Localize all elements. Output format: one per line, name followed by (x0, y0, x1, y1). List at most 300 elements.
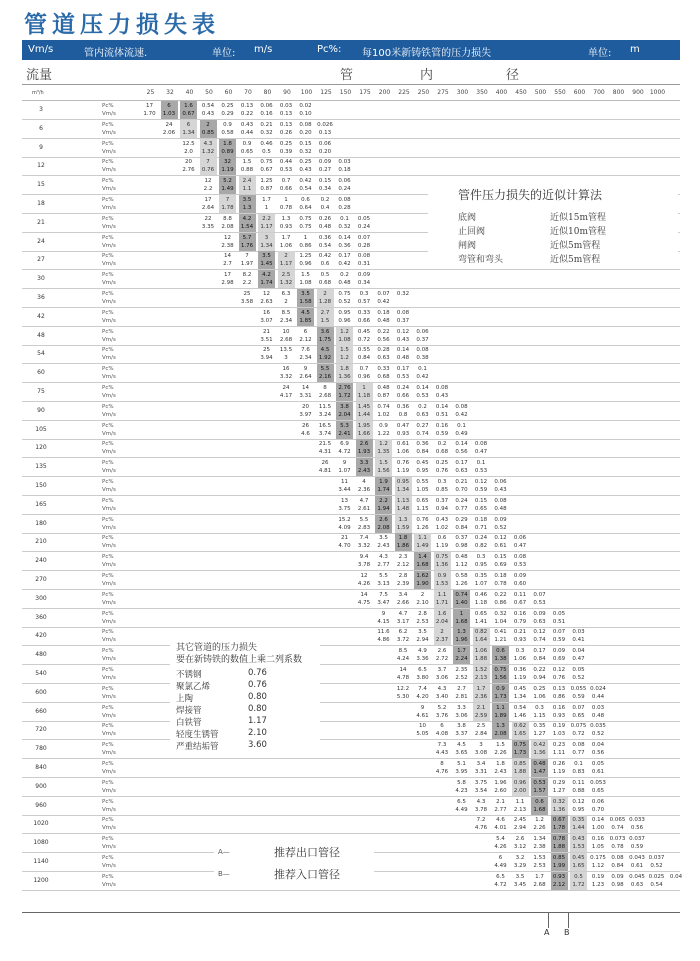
vm-value: 0.52 (591, 731, 605, 738)
pc-value: 2.35 (455, 667, 468, 673)
pc-value: 2 (420, 591, 425, 598)
vm-value: 1.1 (242, 186, 252, 193)
pc-value: 0.25 (221, 103, 234, 109)
flow-value: 600 (35, 688, 47, 696)
pc-value: 0.09 (357, 272, 371, 279)
table-cell (629, 834, 646, 852)
pc-label: Pc% (102, 103, 114, 109)
diameter-label: 700 (593, 89, 605, 96)
table-cell (414, 571, 431, 589)
table-cell (492, 665, 509, 683)
table-cell (356, 571, 373, 589)
table-cell (570, 740, 587, 758)
table-cell (551, 684, 568, 702)
row-labels (102, 252, 116, 268)
table-cell (375, 590, 392, 608)
table-cell (551, 721, 568, 739)
fitting-value: 近似5m管程 (550, 255, 601, 265)
row-labels (102, 215, 116, 231)
table-cell (531, 646, 548, 664)
pc-value: 1.2 (535, 817, 544, 824)
table-cell (590, 740, 607, 758)
vm-value: 3.36 (416, 656, 429, 663)
table-cell (473, 496, 490, 514)
vm-value: 3.37 (455, 731, 468, 738)
vm-label: Vm/s (102, 769, 116, 775)
pc-value: 1.34 (533, 836, 546, 843)
table-cell (297, 402, 314, 420)
pc-value: 3.3 (457, 704, 466, 711)
vm-value: 0.43 (201, 111, 215, 117)
table-cell (200, 195, 217, 213)
pc-label: Pc% (102, 272, 114, 279)
table-cell (512, 665, 529, 683)
table-cell (356, 289, 373, 307)
flow-value: 1080 (33, 839, 49, 847)
vm-value: 1.74 (377, 487, 390, 493)
vm-value: 1.19 (221, 167, 234, 174)
table-cell (278, 157, 295, 175)
table-cell (434, 496, 451, 514)
table-row (22, 477, 680, 496)
pc-value: 0.13 (240, 103, 254, 109)
vm-value: 2.13 (513, 806, 527, 813)
vm-value: 1.70 (143, 111, 156, 117)
vm-value: 0.75 (299, 223, 312, 230)
pc-value: 0.15 (494, 554, 507, 561)
flow-value: 105 (35, 425, 47, 433)
table-cell (512, 571, 529, 589)
vm-value: 0.84 (455, 524, 468, 531)
table-row (22, 157, 680, 176)
table-cell (512, 740, 529, 758)
pc-value: 2 (323, 291, 327, 297)
pc-value: 0.75 (260, 159, 273, 166)
unit-label-1: 单位: (212, 48, 236, 59)
vm-value: 1.36 (435, 562, 449, 569)
pc-value: 0.25 (435, 460, 449, 467)
table-cell (395, 609, 412, 627)
vm-value: 3 (284, 355, 288, 362)
table-cell (297, 383, 314, 401)
pc-value: 2.5 (476, 723, 486, 730)
vm-value: 4.26 (357, 581, 371, 587)
pc-value: 0.29 (455, 516, 468, 523)
table-cell (531, 853, 548, 871)
pc-value: 0.43 (572, 836, 585, 843)
table-cell (258, 233, 275, 251)
vm-value: 1.44 (572, 825, 585, 832)
pc-value: 0.75 (299, 215, 312, 222)
pc-value: 8.2 (242, 272, 252, 279)
pc-value: 0.073 (609, 836, 626, 843)
vm-value: 3.72 (396, 637, 410, 644)
pc-value: 0.19 (552, 723, 566, 730)
flow-value: 240 (35, 557, 47, 565)
table-cell (278, 308, 295, 326)
vm-value: 1.34 (260, 242, 273, 249)
table-cell (297, 157, 314, 175)
vm-value: 1.36 (338, 374, 351, 381)
flow-heading: 流量 (26, 68, 53, 83)
pc-value: 0.7 (281, 178, 291, 185)
pc-value: 0.45 (416, 460, 429, 467)
pc-value: 25 (263, 347, 270, 354)
vm-label: Vm/s (102, 205, 116, 211)
vm-value: 1.68 (455, 618, 468, 625)
table-row (22, 515, 680, 534)
vm-value: 0.76 (552, 675, 566, 681)
table-cell (258, 270, 275, 288)
pc-value: 1.2 (379, 441, 388, 448)
flow-value: 30 (37, 275, 45, 283)
table-cell (336, 176, 353, 194)
vm-value: 0.98 (611, 881, 624, 888)
flow-desc: 管内流体流速. (84, 48, 148, 59)
vm-value: 4.49 (494, 863, 507, 869)
vm-value: 1.32 (201, 148, 215, 155)
column-heading-row (22, 62, 680, 85)
table-cell (278, 120, 295, 138)
pc-value: 3.2 (515, 855, 525, 861)
vm-value: 1.32 (279, 280, 293, 287)
vm-value: 1.11 (552, 750, 566, 757)
table-cell (473, 590, 490, 608)
table-cell (395, 571, 412, 589)
pc-value: 0.14 (338, 234, 351, 241)
vm-value: 3.31 (474, 769, 488, 775)
table-cell (375, 552, 392, 570)
row-labels (102, 572, 116, 588)
pc-label: Pc% (102, 685, 114, 692)
pc-value: 0.28 (377, 347, 390, 354)
pc-value: 0.55 (416, 479, 429, 485)
pc-value: 0.85 (552, 855, 566, 861)
pc-value: 0.21 (455, 479, 468, 485)
table-cell (570, 627, 587, 645)
vm-value: 0.70 (591, 806, 605, 813)
flow-value: 48 (37, 331, 45, 339)
vm-value: 0.48 (591, 712, 605, 719)
table-cell (375, 289, 392, 307)
pc-value: 2.8 (418, 610, 427, 617)
legend-a-key: A— (218, 848, 230, 856)
pc-value: 1.53 (533, 855, 546, 861)
vm-value: 0.8 (398, 411, 408, 418)
vm-value: 0.52 (650, 863, 663, 869)
table-cell (434, 627, 451, 645)
pc-value: 5.5 (379, 573, 388, 579)
vm-value: 1.46 (513, 712, 527, 719)
pc-value: 7.4 (418, 685, 427, 692)
vm-value: 0.76 (201, 167, 215, 174)
table-cell (317, 195, 334, 213)
vm-value: 2.37 (435, 637, 449, 644)
pc-value: 0.08 (396, 309, 410, 316)
vm-value: 0.88 (240, 167, 254, 174)
table-cell (258, 345, 275, 363)
row-labels (102, 628, 116, 644)
vm-value: 0.65 (572, 712, 585, 719)
vm-value: 0.86 (494, 599, 507, 606)
material-coefficient-box (170, 638, 320, 750)
pc-value: 4.3 (476, 798, 486, 805)
vm-value: 0.53 (513, 562, 527, 569)
material-value: 0.76 (248, 680, 267, 690)
vm-value: 3.40 (435, 693, 449, 700)
table-cell (317, 120, 334, 138)
table-cell (395, 439, 412, 457)
table-cell (336, 439, 353, 457)
row-labels (102, 403, 116, 419)
vm-value: 1.68 (416, 562, 429, 569)
table-cell (473, 684, 490, 702)
flow-value: 1140 (33, 858, 49, 865)
pc-value: 7.3 (437, 742, 447, 749)
pc-value: 1.13 (396, 497, 410, 504)
pc-value: 10 (282, 328, 290, 335)
vm-value: 1.65 (572, 863, 585, 869)
pc-value: 7 (206, 159, 210, 166)
table-cell (570, 759, 587, 777)
vm-value: 0.72 (572, 731, 585, 738)
pc-label: Pc% (102, 479, 114, 485)
pc-value: 0.23 (552, 742, 566, 749)
table-cell (356, 251, 373, 269)
table-cell (278, 364, 295, 382)
vm-value: 0.10 (299, 111, 312, 117)
diameter-label: 275 (437, 89, 449, 96)
table-row (22, 665, 680, 684)
diameter-label: 125 (320, 89, 332, 96)
diameter-label: 450 (515, 89, 527, 96)
table-row (22, 721, 680, 740)
table-cell (453, 759, 470, 777)
pc-value: 13 (341, 497, 348, 504)
table-cell (434, 665, 451, 683)
vm-value: 0.74 (416, 430, 429, 437)
pc-value: 0.1 (476, 460, 486, 467)
table-cell (239, 251, 256, 269)
vm-value: 4.81 (318, 468, 332, 475)
vm-value: 3.13 (377, 581, 390, 587)
pc-value: 0.32 (396, 291, 410, 297)
pc-value: 0.6 (496, 648, 505, 655)
flow-value: 54 (37, 350, 45, 358)
vm-value: 0.27 (318, 167, 332, 174)
legend-b-text: 推荐入口管径 (274, 868, 340, 881)
vm-value: 1.21 (494, 637, 507, 644)
vm-value: 0.61 (630, 863, 644, 869)
pc-value: 0.053 (590, 779, 606, 786)
pc-label: Pc% (102, 573, 114, 579)
table-cell (473, 778, 490, 796)
table-cell (375, 364, 392, 382)
vm-value: 0.72 (357, 336, 371, 343)
pc-value: 0.037 (648, 855, 665, 861)
table-cell (492, 721, 509, 739)
vm-value: 1.85 (299, 317, 312, 324)
pc-value: 4.3 (437, 685, 447, 692)
vm-value: 4.31 (318, 449, 332, 456)
pc-value: 0.026 (317, 121, 333, 128)
table-cell (512, 834, 529, 852)
pc-value: 0.08 (474, 441, 488, 448)
pc-value: 0.43 (435, 516, 449, 523)
table-row (22, 740, 680, 759)
pc-value: 0.16 (552, 704, 566, 711)
diameter-label: 32 (166, 89, 174, 96)
table-cell (531, 665, 548, 683)
material-name: 白铁管 (176, 718, 202, 728)
pc-value: 0.35 (572, 817, 585, 824)
flow-value: 270 (35, 576, 47, 583)
vm-value: 0.37 (416, 336, 429, 343)
pc-value: 24 (282, 385, 290, 391)
pc-value: 9 (303, 366, 308, 373)
vm-value: 0.20 (318, 148, 332, 155)
vm-value: 0.4 (320, 205, 330, 211)
table-cell (395, 364, 412, 382)
row-labels (102, 760, 116, 776)
vm-value: 0.85 (201, 129, 215, 136)
pc-value: 17 (204, 197, 212, 203)
vm-value: 3.35 (201, 223, 215, 230)
pc-value: 0.45 (572, 855, 585, 861)
pc-value: 0.9 (496, 685, 505, 692)
pc-value: 0.16 (513, 610, 527, 617)
vm-value: 0.74 (533, 637, 546, 644)
pc-value: 0.09 (552, 648, 566, 655)
table-cell (219, 195, 236, 213)
table-cell (317, 176, 334, 194)
pc-value: 0.44 (279, 159, 293, 166)
vm-value: 2.68 (533, 881, 546, 888)
vm-value: 1.90 (416, 581, 429, 587)
vm-value: 2.2 (242, 280, 252, 287)
table-cell (336, 533, 353, 551)
table-cell (395, 383, 412, 401)
material-line-1: 其它管道的压力损失 (176, 643, 258, 653)
pc-value: 8.5 (398, 648, 408, 655)
vm-value: 0.53 (416, 393, 429, 399)
fitting-value: 近似15m管程 (550, 213, 606, 223)
pc-value: 0.12 (494, 535, 507, 542)
pc-value: 16.5 (318, 422, 332, 429)
vm-value: 1.06 (513, 656, 527, 663)
pc-value: 21 (341, 535, 348, 542)
vm-value: 0.54 (650, 881, 663, 888)
pc-value: 2.4 (242, 178, 252, 185)
vm-label: Vm/s (102, 430, 116, 437)
table-cell (551, 778, 568, 796)
table-cell (336, 515, 353, 533)
pc-value: 0.14 (416, 385, 429, 391)
material-value: 3.60 (248, 740, 267, 750)
vm-value: 2.36 (357, 487, 371, 493)
table-cell (531, 834, 548, 852)
table-cell (219, 101, 236, 119)
table-cell (629, 815, 646, 833)
vm-value: 0.87 (377, 393, 390, 399)
pc-label: Pc%: (317, 44, 342, 55)
pc-value: 3.6 (320, 328, 330, 335)
table-cell (414, 533, 431, 551)
vm-value: 0.56 (377, 336, 390, 343)
pc-value: 0.76 (396, 460, 410, 467)
vm-value: 1.56 (494, 675, 507, 681)
pc-value: 0.5 (574, 873, 583, 880)
table-cell (609, 872, 626, 890)
pc-value: 0.36 (396, 403, 410, 410)
diameter-label: 550 (554, 89, 566, 96)
vm-value: 0.67 (260, 167, 273, 174)
vm-value: 0.34 (318, 186, 332, 193)
pc-value: 0.17 (533, 648, 546, 655)
pc-value: 0.32 (494, 610, 507, 617)
vm-value: 2.53 (416, 618, 429, 625)
pc-value: 26 (302, 422, 309, 429)
table-cell (219, 157, 236, 175)
pc-value: 0.3 (359, 291, 369, 297)
pc-value: 0.14 (435, 403, 449, 410)
table-cell (356, 590, 373, 608)
table-cell (453, 421, 470, 439)
vm-value: 1.53 (572, 844, 585, 851)
vm-value: 0.39 (279, 148, 293, 155)
pc-label: Pc% (102, 291, 114, 297)
pc-value: 0.1 (340, 215, 349, 222)
pc-value: 0.53 (533, 779, 546, 786)
pc-value: 0.11 (513, 591, 527, 598)
vm-label: Vm/s (102, 374, 116, 381)
pc-value: 6.5 (496, 873, 505, 880)
pc-value: 0.45 (513, 685, 527, 692)
pc-value: 4.3 (379, 554, 388, 561)
marker-a: A (544, 928, 550, 937)
pc-value: 1.45 (357, 403, 371, 410)
vm-value: 0.95 (572, 806, 585, 813)
vm-value: 0.32 (338, 223, 351, 230)
table-cell (512, 590, 529, 608)
flow-value: 1200 (33, 876, 49, 884)
vm-value: 4.76 (435, 769, 449, 775)
pc-value: 7 (225, 197, 230, 203)
pc-value: 3.7 (437, 667, 447, 673)
table-cell (492, 496, 509, 514)
pc-value: 0.2 (320, 197, 330, 203)
table-row (22, 571, 680, 590)
vm-value: 0.24 (357, 223, 371, 230)
vm-label: Vm/s (102, 242, 116, 249)
table-cell (668, 872, 685, 890)
vm-value: 0.42 (377, 299, 390, 305)
vm-value: 0.96 (357, 374, 371, 381)
pc-value: 0.14 (455, 441, 468, 448)
vm-value: 0.57 (357, 299, 371, 305)
table-cell (375, 477, 392, 495)
vm-value: 3.07 (260, 317, 273, 324)
dia-heading: 径 (506, 68, 520, 83)
vm-value: 3.94 (260, 355, 273, 362)
table-cell (395, 552, 412, 570)
table-cell (200, 214, 217, 232)
pc-value: 0.07 (357, 234, 371, 241)
table-cell (473, 703, 490, 721)
pc-value: 1.1 (437, 591, 447, 598)
table-cell (512, 778, 529, 796)
table-cell (609, 834, 626, 852)
